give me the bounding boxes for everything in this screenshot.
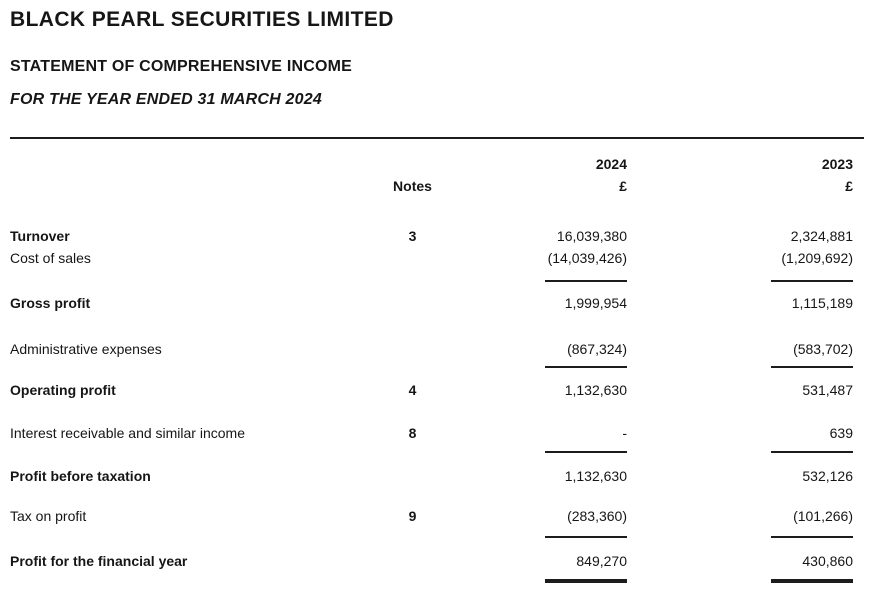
table-row-tax-on-profit — [10, 505, 864, 527]
row-note: 8 — [408, 425, 417, 441]
table-row-gross-profit — [10, 292, 864, 314]
row-amount-2023: 2,324,881 — [790, 228, 853, 244]
subtotal-rule — [10, 451, 864, 453]
column-header-year-2024: 2024 — [595, 156, 627, 172]
double-underline — [771, 579, 853, 583]
row-label: Cost of sales — [10, 250, 91, 266]
period-title: FOR THE YEAR ENDED 31 MARCH 2024 — [10, 91, 322, 108]
underline — [545, 280, 627, 282]
table-row-operating-profit — [10, 379, 864, 401]
financial-statement-page — [0, 7, 874, 600]
column-header-currency-2023: £ — [845, 178, 853, 194]
row-amount-2024: 16,039,380 — [556, 228, 627, 244]
company-name: BLACK PEARL SECURITIES LIMITED — [10, 8, 394, 31]
row-label: Profit for the financial year — [10, 553, 188, 569]
row-note — [370, 465, 455, 487]
underline — [771, 451, 853, 453]
column-header-year-2023: 2023 — [821, 156, 853, 172]
underline — [771, 280, 853, 282]
table-header-years — [10, 153, 864, 175]
subtotal-rule — [10, 366, 864, 368]
row-note: 9 — [408, 508, 417, 524]
column-header-currency-2024: £ — [619, 178, 627, 194]
subtotal-rule — [10, 280, 864, 282]
row-amount-2023: 1,115,189 — [791, 295, 853, 311]
header-rule — [10, 137, 864, 139]
row-note — [370, 292, 455, 314]
underline — [545, 451, 627, 453]
table-row-administrative-expenses — [10, 338, 864, 360]
table-row-cost-of-sales — [10, 247, 864, 269]
row-note — [370, 550, 455, 572]
column-header-notes: Notes — [393, 178, 432, 194]
row-amount-2023: 532,126 — [802, 468, 853, 484]
row-amount-2023: 531,487 — [802, 382, 853, 398]
row-amount-2023: (583,702) — [793, 341, 853, 357]
grand-total-rule — [10, 579, 864, 586]
row-amount-2024: (867,324) — [567, 341, 627, 357]
underline — [771, 366, 853, 368]
row-note: 3 — [408, 228, 417, 244]
row-amount-2024: 1,132,630 — [564, 382, 627, 398]
table-row-profit-for-year — [10, 550, 864, 572]
table-row-turnover — [10, 225, 864, 247]
row-note: 4 — [408, 382, 417, 398]
row-label: Profit before taxation — [10, 468, 151, 484]
row-label: Administrative expenses — [10, 341, 162, 357]
income-statement-table — [10, 153, 864, 586]
subtotal-rule — [10, 536, 864, 538]
table-row-interest-receivable — [10, 422, 864, 444]
row-label: Turnover — [10, 228, 70, 244]
row-label: Gross profit — [10, 295, 91, 311]
underline — [545, 366, 627, 368]
statement-title: STATEMENT OF COMPREHENSIVE INCOME — [10, 58, 353, 75]
row-amount-2023: 430,860 — [802, 553, 853, 569]
row-amount-2024: 849,270 — [576, 553, 627, 569]
row-note — [370, 338, 455, 360]
row-amount-2024: 1,999,954 — [564, 295, 627, 311]
row-amount-2024: (283,360) — [567, 508, 627, 524]
table-row-profit-before-taxation — [10, 465, 864, 487]
row-label: Operating profit — [10, 382, 116, 398]
underline — [545, 536, 627, 538]
row-amount-2024: - — [622, 425, 627, 441]
row-amount-2023: 639 — [829, 425, 853, 441]
underline — [771, 536, 853, 538]
row-amount-2023: (1,209,692) — [781, 250, 853, 266]
row-amount-2024: 1,132,630 — [564, 468, 627, 484]
table-header-notes-currency — [10, 175, 864, 197]
row-label: Interest receivable and similar income — [10, 425, 245, 441]
row-label: Tax on profit — [10, 508, 87, 524]
double-underline — [545, 579, 627, 583]
row-note — [370, 247, 455, 269]
row-amount-2023: (101,266) — [793, 508, 853, 524]
row-amount-2024: (14,039,426) — [547, 250, 627, 266]
